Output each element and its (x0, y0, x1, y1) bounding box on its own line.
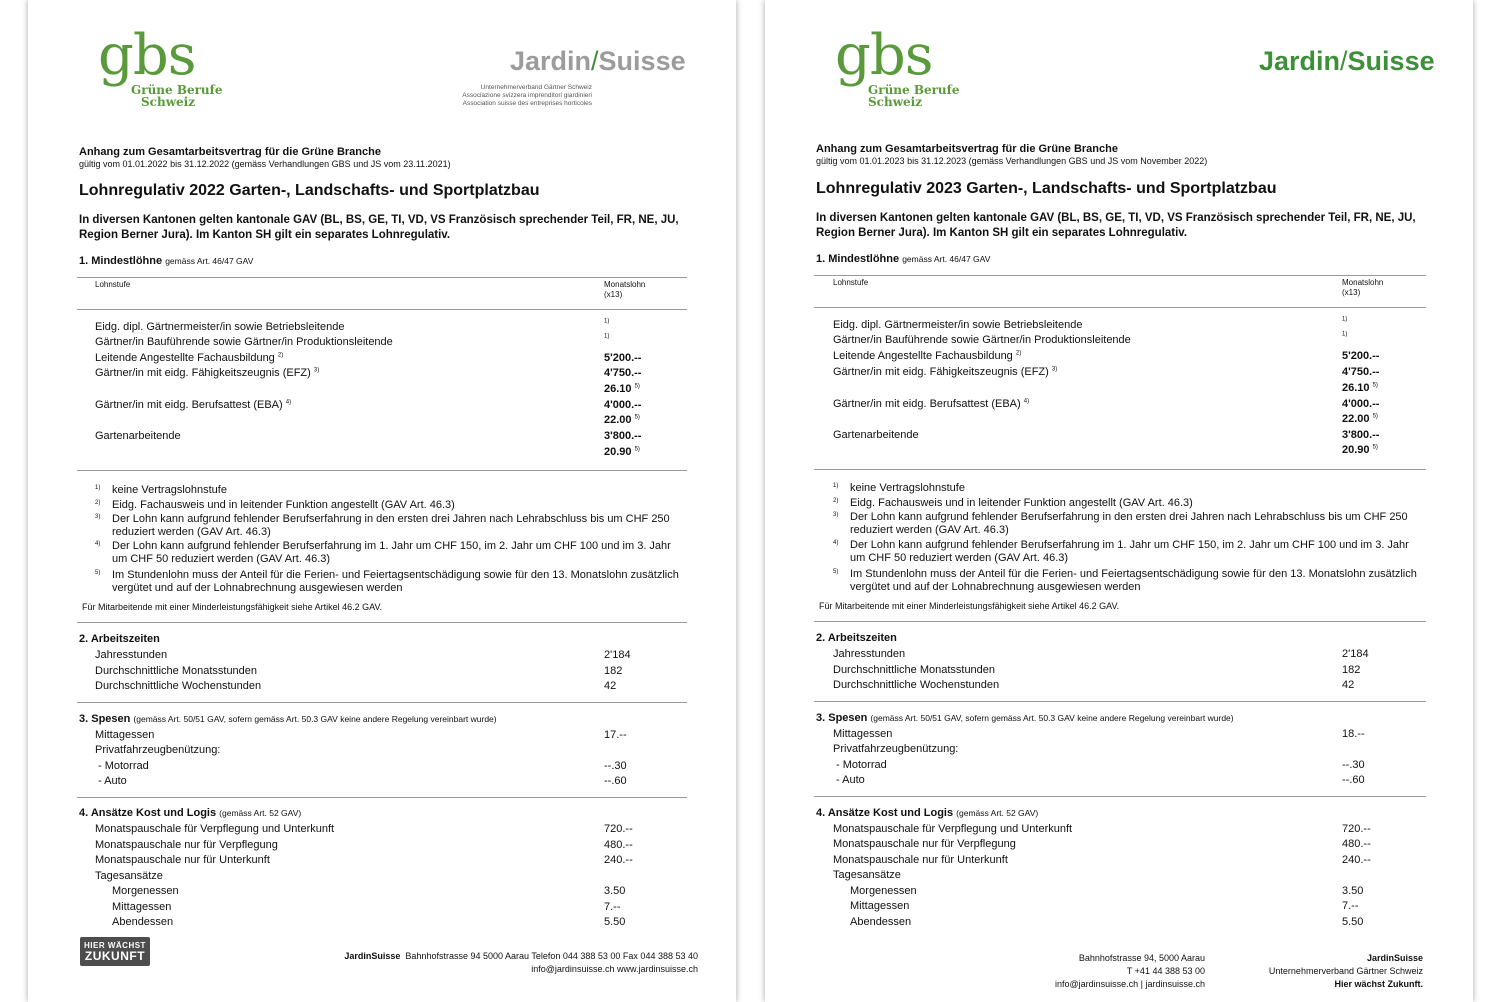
wage-row-eba: Gärtner/in mit eidg. Berufsattest (EBA) $^{4)}$ (833, 398, 1030, 410)
value: 480.-- (604, 839, 633, 851)
gbs-logo-line1: Grüne Berufe (868, 83, 960, 97)
footnote-4: Der Lohn kann aufgrund fehlender Berufserfahrung im 1. Jahr um CHF 150, im 2. Jahr um CHF 100 und im 3. Jahr um CHF 50 reduziert werden (GAV Art. 46.3) (850, 539, 1409, 564)
document-title: Lohnregulativ 2022 Garten-, Landschafts- und Sportplatzbau (79, 182, 540, 199)
footer-address: Bahnhofstrasse 94, 5000 Aarau T +41 44 388 53 00 info@jardinsuisse.ch | jardinsuisse.ch (1054, 953, 1205, 989)
value: 5.50 (1342, 916, 1364, 928)
gbs-logo-line2: Schweiz (141, 95, 196, 109)
jardinsuisse-logo (1259, 48, 1435, 75)
wage-row-efz: Gärtner/in mit eidg. Fähigkeitszeugnis (EFZ) $^{3)}$ (95, 367, 320, 379)
hourly-value: 20.90 $^{5)}$ (604, 446, 640, 458)
value: 480.-- (1342, 838, 1371, 850)
footnote-number: 1) (833, 483, 839, 489)
label: Monatspauschale für Verpflegung und Unterkunft (833, 823, 1073, 835)
footnote-1: keine Vertragslohnstufe (112, 484, 227, 496)
section-2-heading: 2. Arbeitszeiten (816, 632, 897, 644)
label: Mittagessen (112, 901, 172, 913)
footnote-number: 4) (833, 540, 839, 546)
wage-value: 4'750.-- (1342, 366, 1380, 378)
value: 17.-- (604, 729, 627, 741)
document-page-2022 (28, 0, 736, 1002)
divider (814, 307, 1426, 308)
wage-row-meister: Eidg. dipl. Gärtnermeister/in sowie Betriebsleitende (833, 319, 1083, 331)
section-2-heading: 2. Arbeitszeiten (79, 633, 160, 645)
footnote-note: Für Mitarbeitende mit einer Minderleistungsfähigkeit siehe Artikel 46.2 GAV. (819, 601, 1120, 611)
document-page-2023 (765, 0, 1473, 1002)
label: Mittagessen (850, 900, 910, 912)
value: 182 (1342, 664, 1361, 676)
footnote-3: Der Lohn kann aufgrund fehlender Berufserfahrung in den ersten drei Jahren nach Lehrabschluss bis um CHF 250 reduziert werden (GAV Art. 46.3) (112, 513, 670, 538)
value: --.30 (1342, 759, 1365, 771)
divider (814, 701, 1426, 702)
hourly-value: 22.00 $^{5)}$ (1342, 413, 1378, 425)
divider (814, 796, 1426, 797)
footnote-ref: 1) (1342, 331, 1348, 338)
wage-row-efz: Gärtner/in mit eidg. Fähigkeitszeugnis (EFZ) $^{3)}$ (833, 366, 1058, 378)
value: 240.-- (604, 854, 633, 866)
footnote-ref: 1) (1342, 316, 1348, 323)
label: Monatspauschale nur für Unterkunft (833, 854, 1008, 866)
value: 42 (1342, 679, 1355, 691)
tagline-it: Associazione svizzera imprenditori giardinieri (462, 92, 592, 99)
wage-value: 4'000.-- (604, 399, 642, 411)
label: - Auto (98, 775, 127, 787)
footnote-5: Im Stundenlohn muss der Anteil für die Ferien- und Feiertagsentschädigung sowie für den 13. Monatslohn zusätzlich vergütet und auf der Lohnabrechnung ausgewiesen werden (850, 568, 1417, 593)
validity-text: gültig vom 01.01.2022 bis 31.12.2022 (gemäss Verhandlungen GBS und JS vom 23.11.2021) (79, 159, 451, 169)
label: Morgenessen (850, 885, 917, 897)
tagline-de: Unternehmerverband Gärtner Schweiz (480, 84, 592, 91)
jardinsuisse-tagline (428, 84, 592, 108)
label: Tagesansätze (95, 870, 163, 882)
label: - Motorrad (98, 760, 149, 772)
footnote-number: 2) (95, 500, 101, 506)
logo-jardin-text: Jardin (1259, 46, 1341, 76)
value: 240.-- (1342, 854, 1371, 866)
label: Durchschnittliche Monatsstunden (833, 664, 996, 676)
label: Morgenessen (112, 885, 179, 897)
footnote-3: Der Lohn kann aufgrund fehlender Berufserfahrung in den ersten drei Jahren nach Lehrabschluss bis um CHF 250 reduziert werden (GAV Art. 46.3) (850, 511, 1408, 536)
jardinsuisse-logo (510, 48, 686, 75)
hourly-value: 20.90 $^{5)}$ (1342, 444, 1378, 456)
logo-suisse-text: Suisse (598, 46, 686, 76)
gbs-logo-line2: Schweiz (868, 95, 923, 109)
wage-value: 4'750.-- (604, 367, 642, 379)
col-header-lohnstufe: Lohnstufe (833, 278, 869, 287)
label: Mittagessen (833, 728, 893, 740)
logo-sprout-icon: / (1340, 46, 1348, 76)
intro-text: In diversen Kantonen gelten kantonale GAV (BL, BS, GE, TI, VD, VS Französisch sprechender Teil, FR, NE, JU, Region Berner Jura). Im Kanton SH gilt ein separates Lohnregulativ. (79, 214, 679, 241)
footnote-number: 3) (833, 512, 839, 518)
divider (814, 621, 1426, 622)
value: --.60 (604, 775, 627, 787)
divider (814, 275, 1426, 276)
section-1-heading: 1. Mindestlöhne gemäss Art. 46/47 GAV (816, 253, 991, 265)
gbs-logo-mark: gbs (835, 23, 933, 88)
logo-jardin-text: Jardin (510, 46, 592, 76)
footnote-2: Eidg. Fachausweis und in leitender Funktion angestellt (GAV Art. 46.3) (112, 499, 455, 511)
gbs-logo-line1: Grüne Berufe (131, 83, 223, 97)
logo-suisse-text: Suisse (1347, 46, 1435, 76)
section-4-heading: 4. Ansätze Kost und Logis (gemäss Art. 52 GAV) (79, 807, 302, 819)
wage-value: 5'200.-- (1342, 350, 1380, 362)
value: --.60 (1342, 774, 1365, 786)
col-header-lohnstufe: Lohnstufe (95, 280, 131, 289)
value: 18.-- (1342, 728, 1365, 740)
footnote-note: Für Mitarbeitende mit einer Minderleistungsfähigkeit siehe Artikel 46.2 GAV. (82, 602, 383, 612)
value: 720.-- (1342, 823, 1371, 835)
value: 7.-- (604, 901, 621, 913)
label: Durchschnittliche Monatsstunden (95, 665, 258, 677)
hourly-value: 26.10 $^{5)}$ (1342, 382, 1378, 394)
tagline-fr: Association suisse des entreprises horticoles (462, 100, 592, 107)
wage-row-bauführende: Gärtner/in Bauführende sowie Gärtner/in Produktionsleitende (95, 336, 393, 348)
footer-organisation: JardinSuisse Unternehmerverband Gärtner Schweiz Hier wächst Zukunft. (1268, 953, 1423, 989)
footnote-4: Der Lohn kann aufgrund fehlender Berufserfahrung im 1. Jahr um CHF 150, im 2. Jahr um CHF 100 und im 3. Jahr um CHF 50 reduziert werden (GAV Art. 46.3) (112, 540, 671, 565)
value: 2'184 (604, 649, 631, 661)
gbs-logo-mark: gbs (98, 23, 196, 88)
label: Abendessen (112, 916, 174, 928)
wage-row-leitende: Leitende Angestellte Fachausbildung $^{2)}$ (95, 352, 284, 364)
divider (77, 309, 687, 310)
wage-row-meister: Eidg. dipl. Gärtnermeister/in sowie Betriebsleitende (95, 321, 345, 333)
footnote-ref: 1) (604, 333, 610, 340)
wage-value: 3'800.-- (1342, 429, 1380, 441)
value: 3.50 (604, 885, 626, 897)
footnote-number: 2) (833, 498, 839, 504)
footnote-number: 3) (95, 514, 101, 520)
value: 42 (604, 680, 617, 692)
divider (77, 797, 687, 798)
value: 182 (604, 665, 623, 677)
divider (77, 470, 687, 471)
section-3-heading: 3. Spesen (gemäss Art. 50/51 GAV, sofern gemäss Art. 50.3 GAV keine andere Regelung vereinbart wurde) (79, 713, 497, 725)
footnote-2: Eidg. Fachausweis und in leitender Funktion angestellt (GAV Art. 46.3) (850, 497, 1193, 509)
divider (77, 622, 687, 623)
document-title: Lohnregulativ 2023 Garten-, Landschafts- und Sportplatzbau (816, 180, 1277, 197)
annex-heading: Anhang zum Gesamtarbeitsvertrag für die Grüne Branche (79, 146, 381, 158)
label: Jahresstunden (95, 649, 168, 661)
label: Jahresstunden (833, 648, 906, 660)
label: Tagesansätze (833, 869, 901, 881)
label: Abendessen (850, 916, 912, 928)
logo-sprout-icon: / (591, 46, 599, 76)
footnote-ref: 1) (604, 318, 610, 325)
label: Privatfahrzeugbenützung: (833, 743, 959, 755)
section-4-heading: 4. Ansätze Kost und Logis (gemäss Art. 52 GAV) (816, 807, 1039, 819)
wage-value: 3'800.-- (604, 430, 642, 442)
section-1-heading: 1. Mindestlöhne gemäss Art. 46/47 GAV (79, 255, 254, 267)
label: Durchschnittliche Wochenstunden (833, 679, 1000, 691)
hourly-value: 26.10 $^{5)}$ (604, 383, 640, 395)
badge-line1: HIER WÄCHST (84, 941, 146, 950)
gbs-logo (835, 23, 960, 109)
badge-line2: ZUKUNFT (84, 949, 146, 963)
divider (77, 277, 687, 278)
value: 720.-- (604, 823, 633, 835)
wage-row-garten: Gartenarbeitende (95, 430, 181, 442)
intro-text: In diversen Kantonen gelten kantonale GAV (BL, BS, GE, TI, VD, VS Französisch sprechender Teil, FR, NE, JU, Region Berner Jura). Im Kanton SH gilt ein separates Lohnregulativ. (816, 212, 1416, 239)
label: Monatspauschale nur für Verpflegung (833, 838, 1016, 850)
divider (814, 469, 1426, 470)
label: Monatspauschale nur für Unterkunft (95, 854, 270, 866)
wage-row-eba: Gärtner/in mit eidg. Berufsattest (EBA) $^{4)}$ (95, 399, 292, 411)
hier-waechst-zukunft-badge (80, 937, 150, 966)
label: Monatspauschale nur für Verpflegung (95, 839, 278, 851)
value: --.30 (604, 760, 627, 772)
validity-text: gültig vom 01.01.2023 bis 31.12.2023 (gemäss Verhandlungen GBS und JS vom November 2022) (816, 156, 1208, 166)
wage-value: 5'200.-- (604, 352, 642, 364)
footnote-1: keine Vertragslohnstufe (850, 482, 965, 494)
section-3-heading: 3. Spesen (gemäss Art. 50/51 GAV, sofern gemäss Art. 50.3 GAV keine andere Regelung vereinbart wurde) (816, 712, 1234, 724)
label: - Auto (836, 774, 865, 786)
footnote-number: 1) (95, 485, 101, 491)
footer-contact: JardinSuisse Bahnhofstrasse 94 5000 Aarau Telefon 044 388 53 00 Fax 044 388 53 40 info@jardinsuisse.ch www.jardinsuisse.ch (344, 951, 698, 974)
label: Monatspauschale für Verpflegung und Unterkunft (95, 823, 335, 835)
col-header-monatslohn: Monatslohn (x13) (604, 280, 646, 299)
label: - Motorrad (836, 759, 887, 771)
wage-row-bauführende: Gärtner/in Bauführende sowie Gärtner/in Produktionsleitende (833, 334, 1131, 346)
wage-row-leitende: Leitende Angestellte Fachausbildung $^{2)}$ (833, 350, 1022, 362)
label: Mittagessen (95, 729, 155, 741)
hourly-value: 22.00 $^{5)}$ (604, 414, 640, 426)
gbs-logo (98, 23, 223, 109)
label: Durchschnittliche Wochenstunden (95, 680, 262, 692)
value: 3.50 (1342, 885, 1364, 897)
divider (77, 702, 687, 703)
footnote-5: Im Stundenlohn muss der Anteil für die Ferien- und Feiertagsentschädigung sowie für den 13. Monatslohn zusätzlich vergütet und auf der Lohnabrechnung ausgewiesen werden (112, 569, 679, 594)
footnote-number: 5) (833, 569, 839, 575)
label: Privatfahrzeugbenützung: (95, 744, 221, 756)
wage-value: 4'000.-- (1342, 398, 1380, 410)
value: 5.50 (604, 916, 626, 928)
col-header-monatslohn: Monatslohn (x13) (1342, 278, 1384, 297)
value: 2'184 (1342, 648, 1369, 660)
footnote-number: 5) (95, 570, 101, 576)
annex-heading: Anhang zum Gesamtarbeitsvertrag für die Grüne Branche (816, 143, 1118, 155)
value: 7.-- (1342, 900, 1359, 912)
footnote-number: 4) (95, 541, 101, 547)
wage-row-garten: Gartenarbeitende (833, 429, 919, 441)
